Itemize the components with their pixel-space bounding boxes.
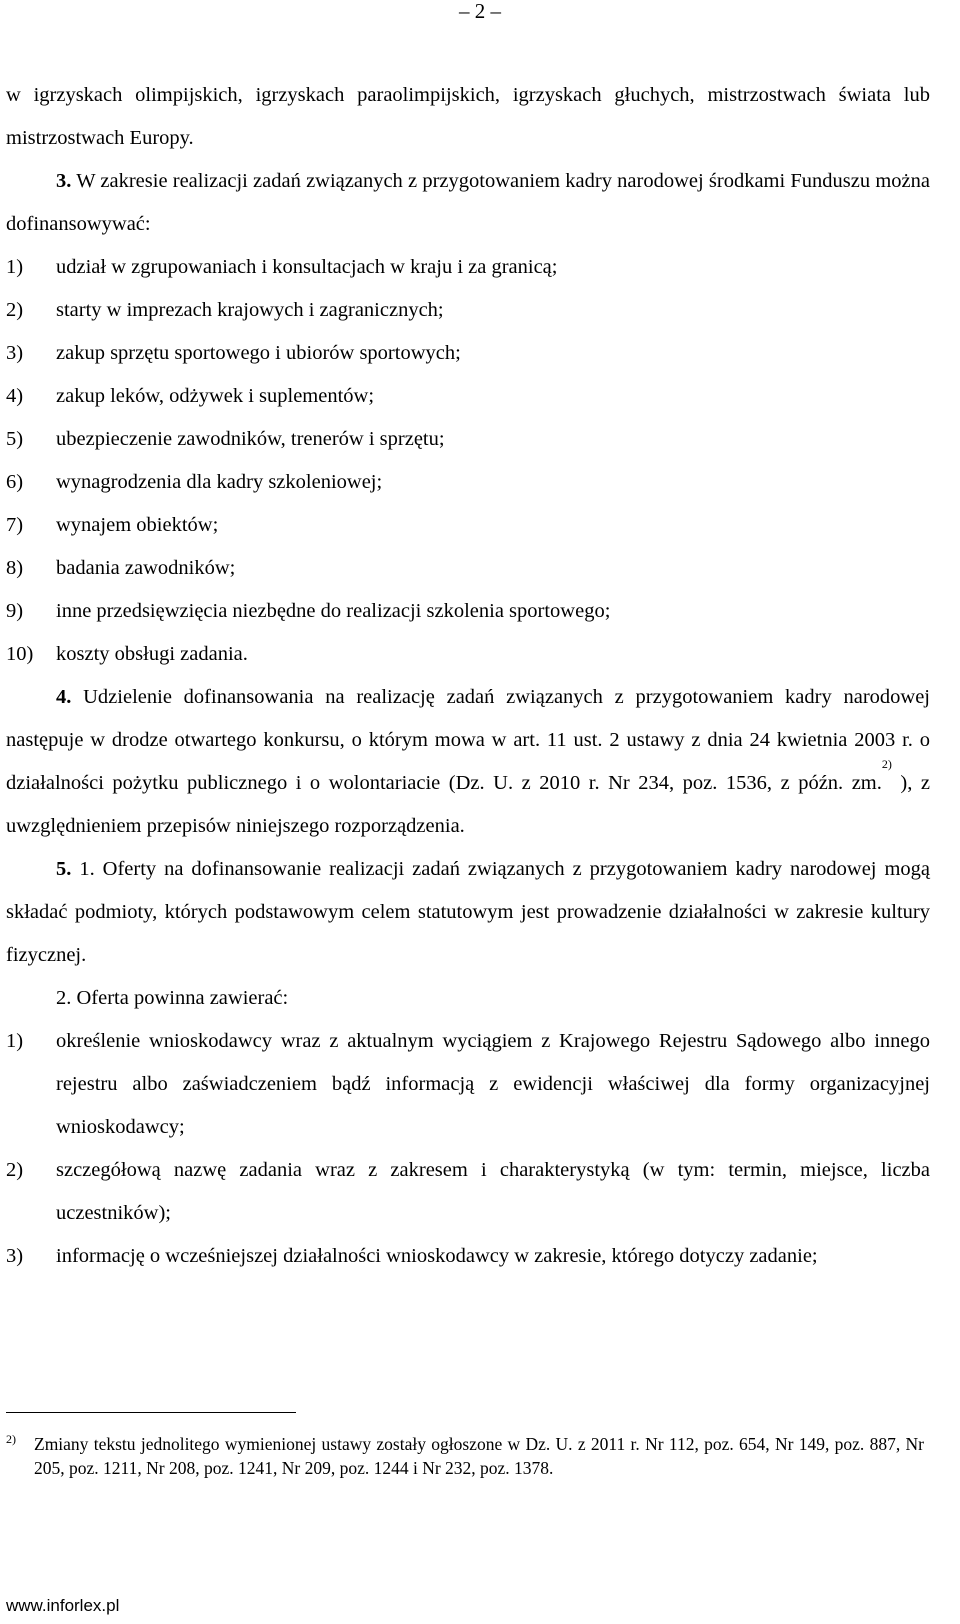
footnote-mark: 2) <box>6 1432 16 1446</box>
list-item-text: ubezpieczenie zawodników, trenerów i sprzętu; <box>56 428 445 450</box>
list-item-number: 10) <box>6 643 34 665</box>
footnote-reference: 2) <box>881 757 892 771</box>
list-item <box>6 1020 930 1149</box>
paragraph-3-list <box>6 246 930 676</box>
list-item-number: 2) <box>6 1159 24 1181</box>
list-item <box>6 1235 930 1278</box>
paragraph-3-text: W zakresie realizacji zadań związanych z przygotowaniem kadry narodowej środkami Funduszu można dofinansowywać: <box>6 170 930 235</box>
list-item-text: koszty obsługi zadania. <box>56 643 248 665</box>
paragraph-4-text-end: ), z uwzględnieniem przepisów niniejszego rozporządzenia. <box>6 772 930 837</box>
list-item <box>6 418 930 461</box>
list-item-text: zakup sprzętu sportowego i ubiorów sportowych; <box>56 342 461 364</box>
list-item <box>6 375 930 418</box>
paragraph-4-text: Udzielenie dofinansowania na realizację zadań związanych z przygotowaniem kadry narodowej następuje w drodze otwartego konkursu, o którym mowa w art. 11 ust. 2 ustawy z dnia 24 kwietnia 2003 r. o działalności pożytku publicznego i o wolontariacie (Dz. U. z 2010 r. Nr 234, poz. 1536, z późn. zm. <box>6 686 930 794</box>
continuation-paragraph: w igrzyskach olimpijskich, igrzyskach paraolimpijskich, igrzyskach głuchych, mistrzostwach świata lub mistrzostwach Europy. <box>6 84 930 149</box>
list-item-number: 2) <box>6 299 24 321</box>
list-item <box>6 289 930 332</box>
footnote-text: Zmiany tekstu jednolitego wymienionej ustawy zostały ogłoszone w Dz. U. z 2011 r. Nr 112, poz. 654, Nr 149, poz. 887, Nr 205, poz. 1211, Nr 208, poz. 1241, Nr 209, poz. 1244 i Nr 232, poz. 1378. <box>34 1434 924 1478</box>
list-item <box>6 633 930 676</box>
paragraph-3 <box>6 160 930 246</box>
list-item-number: 6) <box>6 471 24 493</box>
list-item <box>6 1149 930 1235</box>
footnote <box>6 1432 924 1480</box>
list-item-number: 1) <box>6 256 24 278</box>
list-item-number: 3) <box>6 342 24 364</box>
paragraph-3-number: 3. <box>56 170 72 192</box>
list-item-number: 8) <box>6 557 24 579</box>
list-item-text: badania zawodników; <box>56 557 236 579</box>
paragraph-5-text: 1. Oferty na dofinansowanie realizacji zadań związanych z przygotowaniem kadry narodowej mogą składać podmioty, których podstawowym celem statutowym jest prowadzenie działalności w zakresie kultury fizycznej. <box>6 858 930 966</box>
list-item-text: określenie wnioskodawcy wraz z aktualnym wyciągiem z Krajowego Rejestru Sądowego albo innego rejestru albo zaświadczeniem bądź informacją z ewidencji właściwej dla formy organizacyjnej wnioskodawcy; <box>56 1030 930 1138</box>
list-item-number: 5) <box>6 428 24 450</box>
paragraph-5 <box>6 848 930 977</box>
list-item <box>6 332 930 375</box>
list-item-text: wynagrodzenia dla kadry szkoleniowej; <box>56 471 383 493</box>
list-item-text: szczegółową nazwę zadania wraz z zakresem i charakterystyką (w tym: termin, miejsce, liczba uczestników); <box>56 1159 930 1224</box>
list-item <box>6 547 930 590</box>
list-item-text: zakup leków, odżywek i suplementów; <box>56 385 375 407</box>
paragraph-5-number: 5. <box>56 858 72 880</box>
list-item-number: 7) <box>6 514 24 536</box>
list-item-number: 9) <box>6 600 24 622</box>
list-item-text: starty w imprezach krajowych i zagranicznych; <box>56 299 444 321</box>
list-item <box>6 504 930 547</box>
paragraph-5-list <box>6 1020 930 1278</box>
list-item <box>6 461 930 504</box>
watermark: www.inforlex.pl <box>6 1596 120 1615</box>
footnote-rule <box>6 1412 296 1413</box>
document-body <box>6 74 930 1278</box>
paragraph-4-number: 4. <box>56 686 72 708</box>
list-item-number: 3) <box>6 1245 24 1267</box>
list-item <box>6 246 930 289</box>
list-item-text: informację o wcześniejszej działalności wnioskodawcy w zakresie, którego dotyczy zadanie; <box>56 1245 818 1267</box>
page-number: – 2 – <box>459 0 501 23</box>
list-item-number: 1) <box>6 1030 24 1052</box>
list-item-text: udział w zgrupowaniach i konsultacjach w kraju i za granicą; <box>56 256 558 278</box>
list-item-number: 4) <box>6 385 24 407</box>
paragraph-5-subsection-2: 2. Oferta powinna zawierać: <box>56 987 289 1009</box>
list-item <box>6 590 930 633</box>
list-item-text: inne przedsięwzięcia niezbędne do realizacji szkolenia sportowego; <box>56 600 611 622</box>
list-item-text: wynajem obiektów; <box>56 514 219 536</box>
paragraph-4 <box>6 676 930 848</box>
